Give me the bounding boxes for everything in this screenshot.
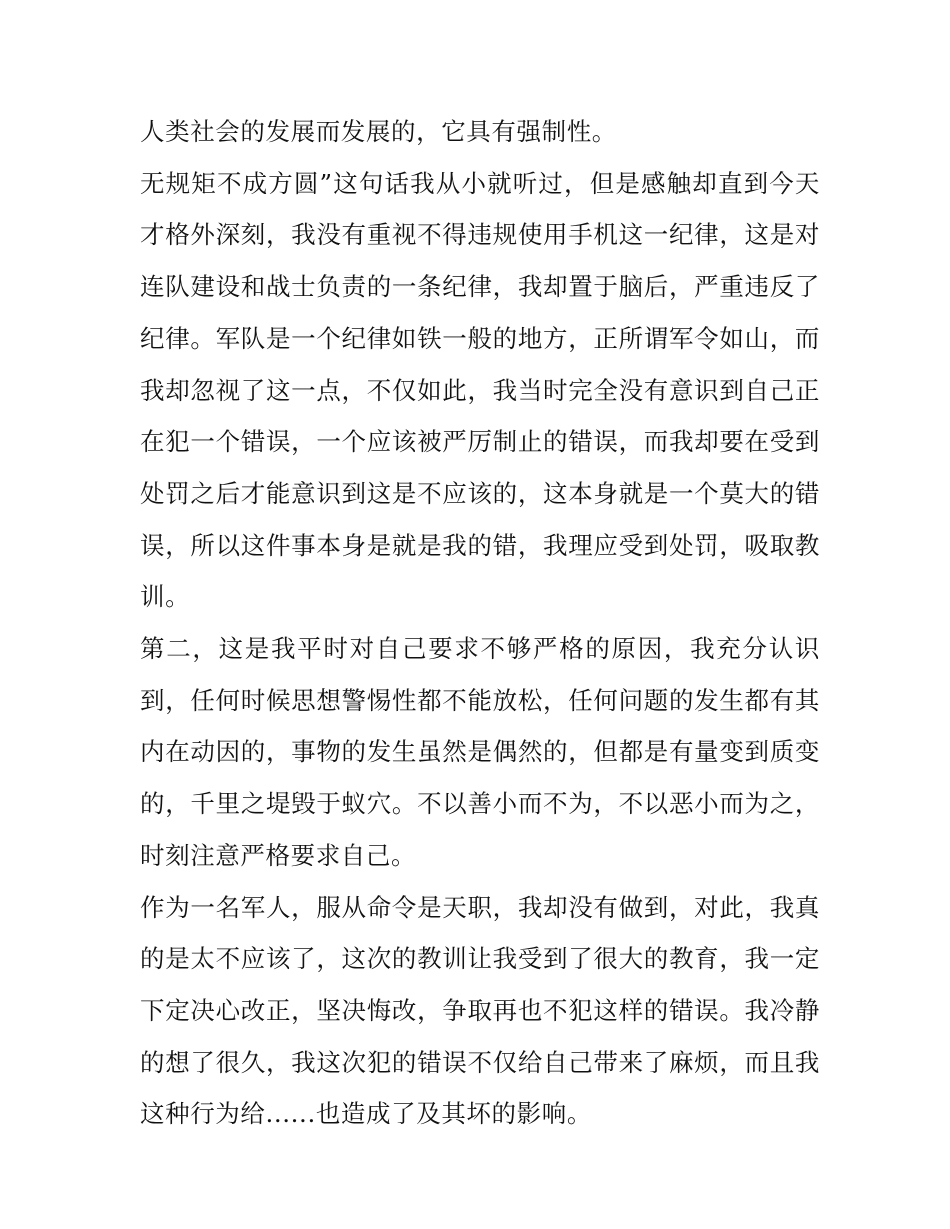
paragraph-2: 无规矩不成方圆”这句话我从小就听过，但是感触却直到今天才格外深刻，我没有重视不得违规使用手机这一纪律，这是对连队建设和战士负责的一条纪律，我却置于脑后，严重违反了纪律。军队是一个纪律如铁一般的地方，正所谓军令如山，而我却忽视了这一点，不仅如此，我当时完全没有意识到自己正在犯一个错误，一个应该被严厉制止的错误，而我却要在受到处罚之后才能意识到这是不应该的，这本身就是一个莫大的错误，所以这件事本身是就是我的错，我理应受到处罚，吸取教训。 [140, 168, 820, 612]
paragraph-3: 第二，这是我平时对自己要求不够严格的原因，我充分认识到，任何时候思想警惕性都不能放松，任何问题的发生都有其内在动因的，事物的发生虽然是偶然的，但都是有量变到质变的，千里之堤毁于蚁穴。不以善小而不为，不以恶小而为之，时刻注意严格要求自己。 [140, 634, 820, 870]
paragraph-4: 作为一名军人，服从命令是天职，我却没有做到，对此，我真的是太不应该了，这次的教训让我受到了很大的教育，我一定下定决心改正，坚决悔改，争取再也不犯这样的错误。我冷静的想了很久，我这次犯的错误不仅给自己带来了麻烦，而且我这种行为给......也造成了及其坏的影响。 [140, 892, 820, 1129]
paragraph-1: 人类社会的发展而发展的，它具有强制性。 [140, 117, 617, 146]
document-body [140, 106, 820, 1140]
